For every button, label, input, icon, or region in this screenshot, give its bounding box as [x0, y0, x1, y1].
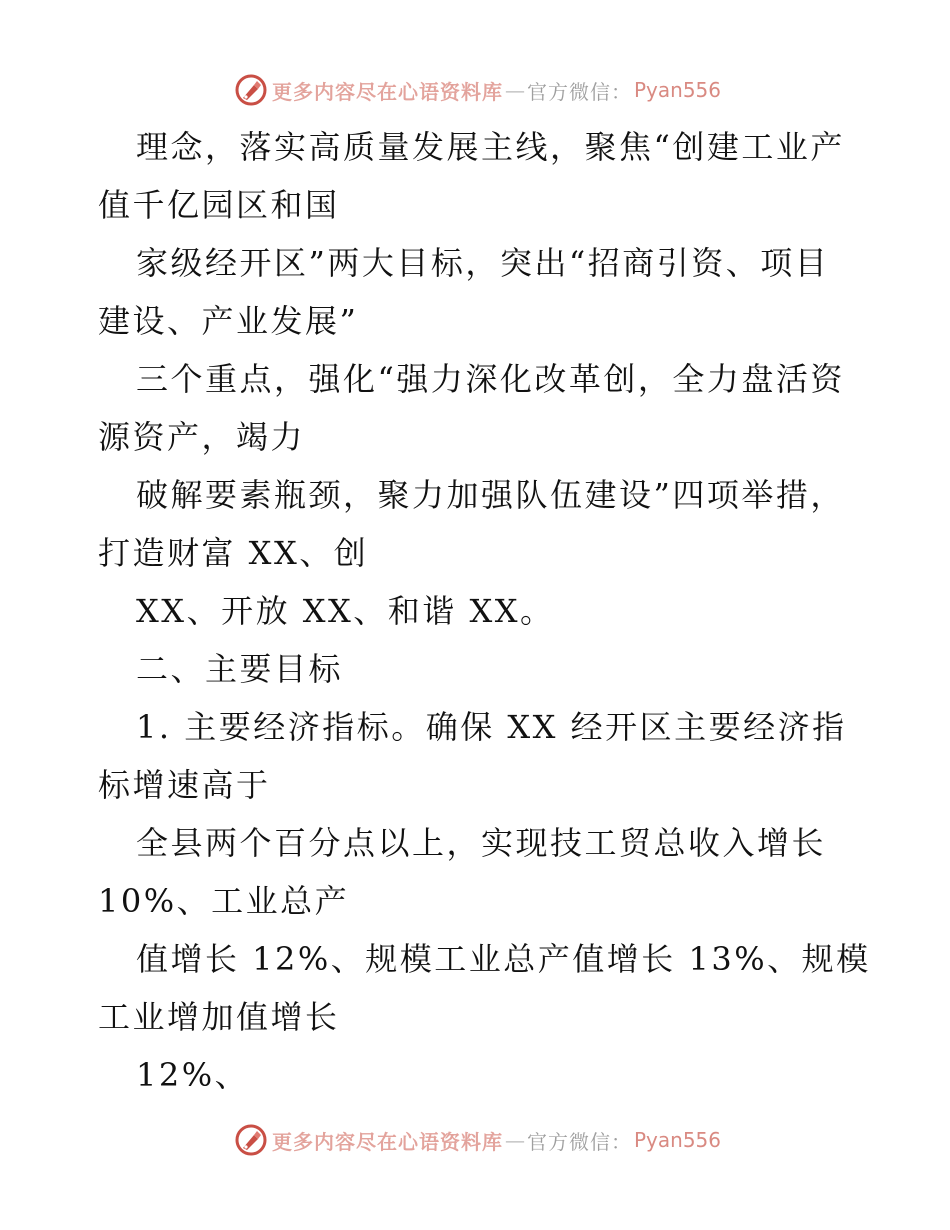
watermark-brand: 更多内容尽在心语资料库	[272, 79, 503, 104]
section-heading: 二、主要目标	[136, 650, 344, 688]
text-line: 源资产，竭力	[98, 418, 306, 456]
watermark-account: Pyan556	[634, 1128, 722, 1152]
watermark-account: Pyan556	[634, 78, 722, 102]
text-line: 值千亿园区和国	[98, 186, 340, 224]
text-line: 标增速高于	[98, 766, 271, 804]
watermark-sub: 官方微信：	[527, 1129, 632, 1154]
text-line: 打造财富 XX、创	[98, 534, 369, 572]
watermark-separator: —	[505, 1128, 525, 1152]
text-line: 12%、	[136, 1056, 250, 1094]
footer-watermark	[234, 1120, 721, 1160]
text-line: 10%、工业总产	[98, 882, 350, 920]
watermark-sub: 官方微信：	[527, 79, 632, 104]
text-line: 工业增加值增长	[98, 998, 340, 1036]
text-line: 理念，落实高质量发展主线，聚焦“创建工业产	[136, 128, 845, 166]
header-watermark	[234, 70, 721, 110]
watermark-brand: 更多内容尽在心语资料库	[272, 1129, 503, 1154]
text-line: 1. 主要经济指标。确保 XX 经开区主要经济指	[136, 708, 847, 746]
text-line: 全县两个百分点以上，实现技工贸总收入增长	[136, 824, 827, 862]
text-line: XX、开放 XX、和谐 XX。	[136, 592, 555, 630]
text-line: 破解要素瓶颈，聚力加强队伍建设”四项举措，	[136, 476, 845, 514]
watermark-separator: —	[505, 78, 525, 102]
text-line: 建设、产业发展”	[98, 302, 359, 340]
pen-nib-logo-icon	[234, 1123, 268, 1157]
text-line: 三个重点，强化“强力深化改革创，全力盘活资	[136, 360, 845, 398]
document-body	[98, 118, 871, 1104]
text-line: 家级经开区”两大目标，突出“招商引资、项目	[136, 244, 830, 282]
text-line: 值增长 12%、规模工业总产值增长 13%、规模	[136, 940, 871, 978]
pen-nib-logo-icon	[234, 73, 268, 107]
